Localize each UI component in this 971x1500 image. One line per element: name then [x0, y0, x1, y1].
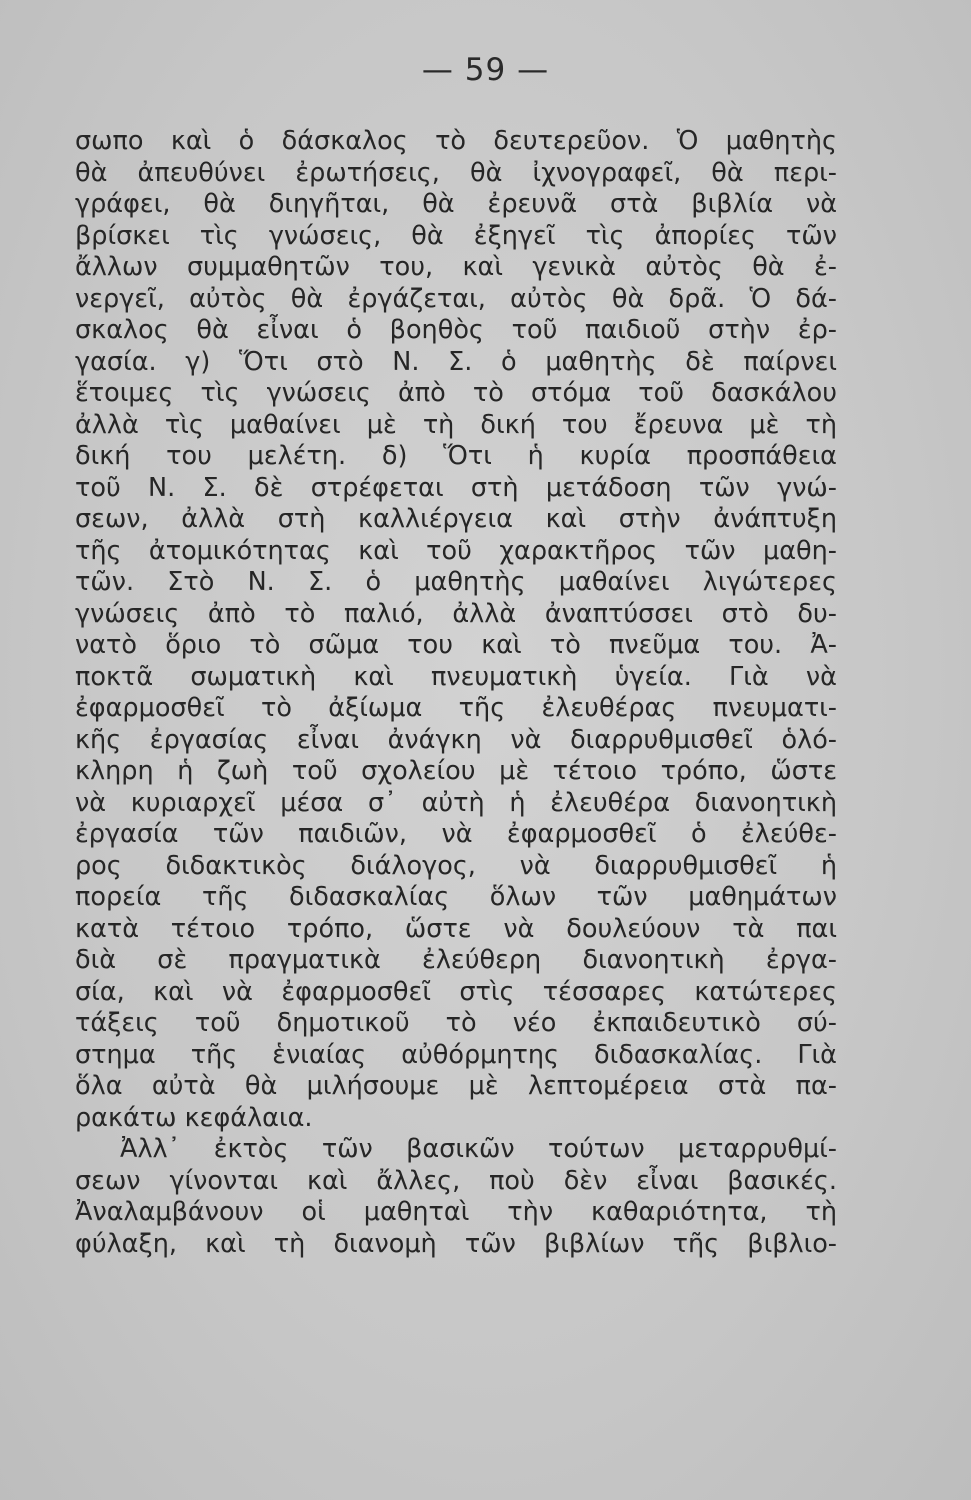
text-line: πορεία τῆς διδασκαλίας ὅλων τῶν μαθημάτων: [75, 882, 837, 912]
text-line: φύλαξη, καὶ τὴ διανομὴ τῶν βιβλίων τῆς βιβλιο-: [75, 1228, 837, 1259]
text-line: νὰ κυριαρχεῖ μέσα σ᾽ αὐτὴ ἡ ἐλευθέρα διανοητικὴ: [75, 787, 837, 818]
text-line: ἐφαρμοσθεῖ τὸ ἀξίωμα τῆς ἐλευθέρας πνευματι-: [75, 693, 837, 723]
text-line: ἄλλων συμμαθητῶν του, καὶ γενικὰ αὐτὸς θὰ ἐ-: [75, 252, 837, 282]
text-line: ἀλλὰ τὶς μαθαίνει μὲ τὴ δική του ἔρευνα μὲ τὴ: [75, 409, 837, 440]
text-line: δική του μελέτη. δ) Ὅτι ἡ κυρία προσπάθεια: [75, 441, 837, 471]
text-line: θὰ ἀπευθύνει ἐρωτήσεις, θὰ ἰχνογραφεῖ, θὰ περι-: [75, 157, 837, 188]
text-line: βρίσκει τὶς γνώσεις, θὰ ἐξηγεῖ τὶς ἀπορίες τῶν: [75, 220, 837, 251]
text-line: γασία. γ) Ὅτι στὸ Ν. Σ. ὁ μαθητὴς δὲ παίρνει: [75, 346, 837, 377]
text-line: διὰ σὲ πραγματικὰ ἐλεύθερη διανοητικὴ ἐργα-: [75, 945, 837, 975]
text-line: σία, καὶ νὰ ἐφαρμοσθεῖ στὶς τέσσαρες κατώτερες: [75, 976, 837, 1007]
text-line: τάξεις τοῦ δημοτικοῦ τὸ νέο ἐκπαιδευτικὸ σύ-: [75, 1008, 837, 1038]
text-line: ἕτοιμες τὶς γνώσεις ἀπὸ τὸ στόμα τοῦ δασκάλου: [75, 378, 837, 408]
text-line: σεων, ἀλλὰ στὴ καλλιέργεια καὶ στὴν ἀνάπτυξη: [75, 504, 837, 534]
text-line: στημα τῆς ἑνιαίας αὐθόρμητης διδασκαλίας. Γιὰ: [75, 1039, 837, 1070]
text-line: σεων γίνονται καὶ ἄλλες, ποὺ δὲν εἶναι βασικές.: [75, 1165, 837, 1196]
body-text: [75, 126, 837, 1260]
text-line: ὅλα αὐτὰ θὰ μιλήσουμε μὲ λεπτομέρεια στὰ πα-: [75, 1071, 837, 1101]
text-line: γράφει, θὰ διηγῆται, θὰ ἐρευνᾶ στὰ βιβλία νὰ: [75, 189, 837, 219]
text-line: τοῦ Ν. Σ. δὲ στρέφεται στὴ μετάδοση τῶν γνώ-: [75, 472, 837, 503]
text-line: γνώσεις ἀπὸ τὸ παλιό, ἀλλὰ ἀναπτύσσει στὸ δυ-: [75, 598, 837, 629]
text-line: νεργεῖ, αὐτὸς θὰ ἐργάζεται, αὐτὸς θὰ δρᾶ. Ὁ δά-: [75, 283, 837, 314]
text-line: σκαλος θὰ εἶναι ὁ βοηθὸς τοῦ παιδιοῦ στὴν ἐρ-: [75, 315, 837, 345]
text-line: κληρη ἡ ζωὴ τοῦ σχολείου μὲ τέτοιο τρόπο, ὥστε: [75, 756, 837, 786]
text-line: Ἀναλαμβάνουν οἱ μαθηταὶ τὴν καθαριότητα, τὴ: [75, 1197, 837, 1227]
text-line: κῆς ἐργασίας εἶναι ἀνάγκη νὰ διαρρυθμισθεῖ ὁλό-: [75, 724, 837, 755]
text-line: νατὸ ὅριο τὸ σῶμα του καὶ τὸ πνεῦμα του. Ἀ-: [75, 630, 837, 660]
text-line: τῶν. Στὸ Ν. Σ. ὁ μαθητὴς μαθαίνει λιγώτερες: [75, 567, 837, 597]
paragraph-first-line: Ἀλλ᾽ ἐκτὸς τῶν βασικῶν τούτων μεταρρυθμί-: [120, 1134, 837, 1164]
text-line: σωπο καὶ ὁ δάσκαλος τὸ δευτερεῦον. Ὁ μαθητὴς: [75, 126, 837, 156]
text-line: κατὰ τέτοιο τρόπο, ὥστε νὰ δουλεύουν τὰ παι: [75, 913, 837, 944]
text-line: ποκτᾶ σωματικὴ καὶ πνευματικὴ ὑγεία. Γιὰ νὰ: [75, 661, 837, 692]
text-line: τῆς ἀτομικότητας καὶ τοῦ χαρακτῆρος τῶν μαθη-: [75, 535, 837, 566]
text-line: ἐργασία τῶν παιδιῶν, νὰ ἐφαρμοσθεῖ ὁ ἐλεύθε-: [75, 819, 837, 849]
paragraph-last-line: ρακάτω κεφάλαια.: [75, 1102, 313, 1133]
page-number: — 59 —: [421, 52, 550, 88]
text-line: ρος διδακτικὸς διάλογος, νὰ διαρρυθμισθεῖ ἡ: [75, 850, 837, 881]
